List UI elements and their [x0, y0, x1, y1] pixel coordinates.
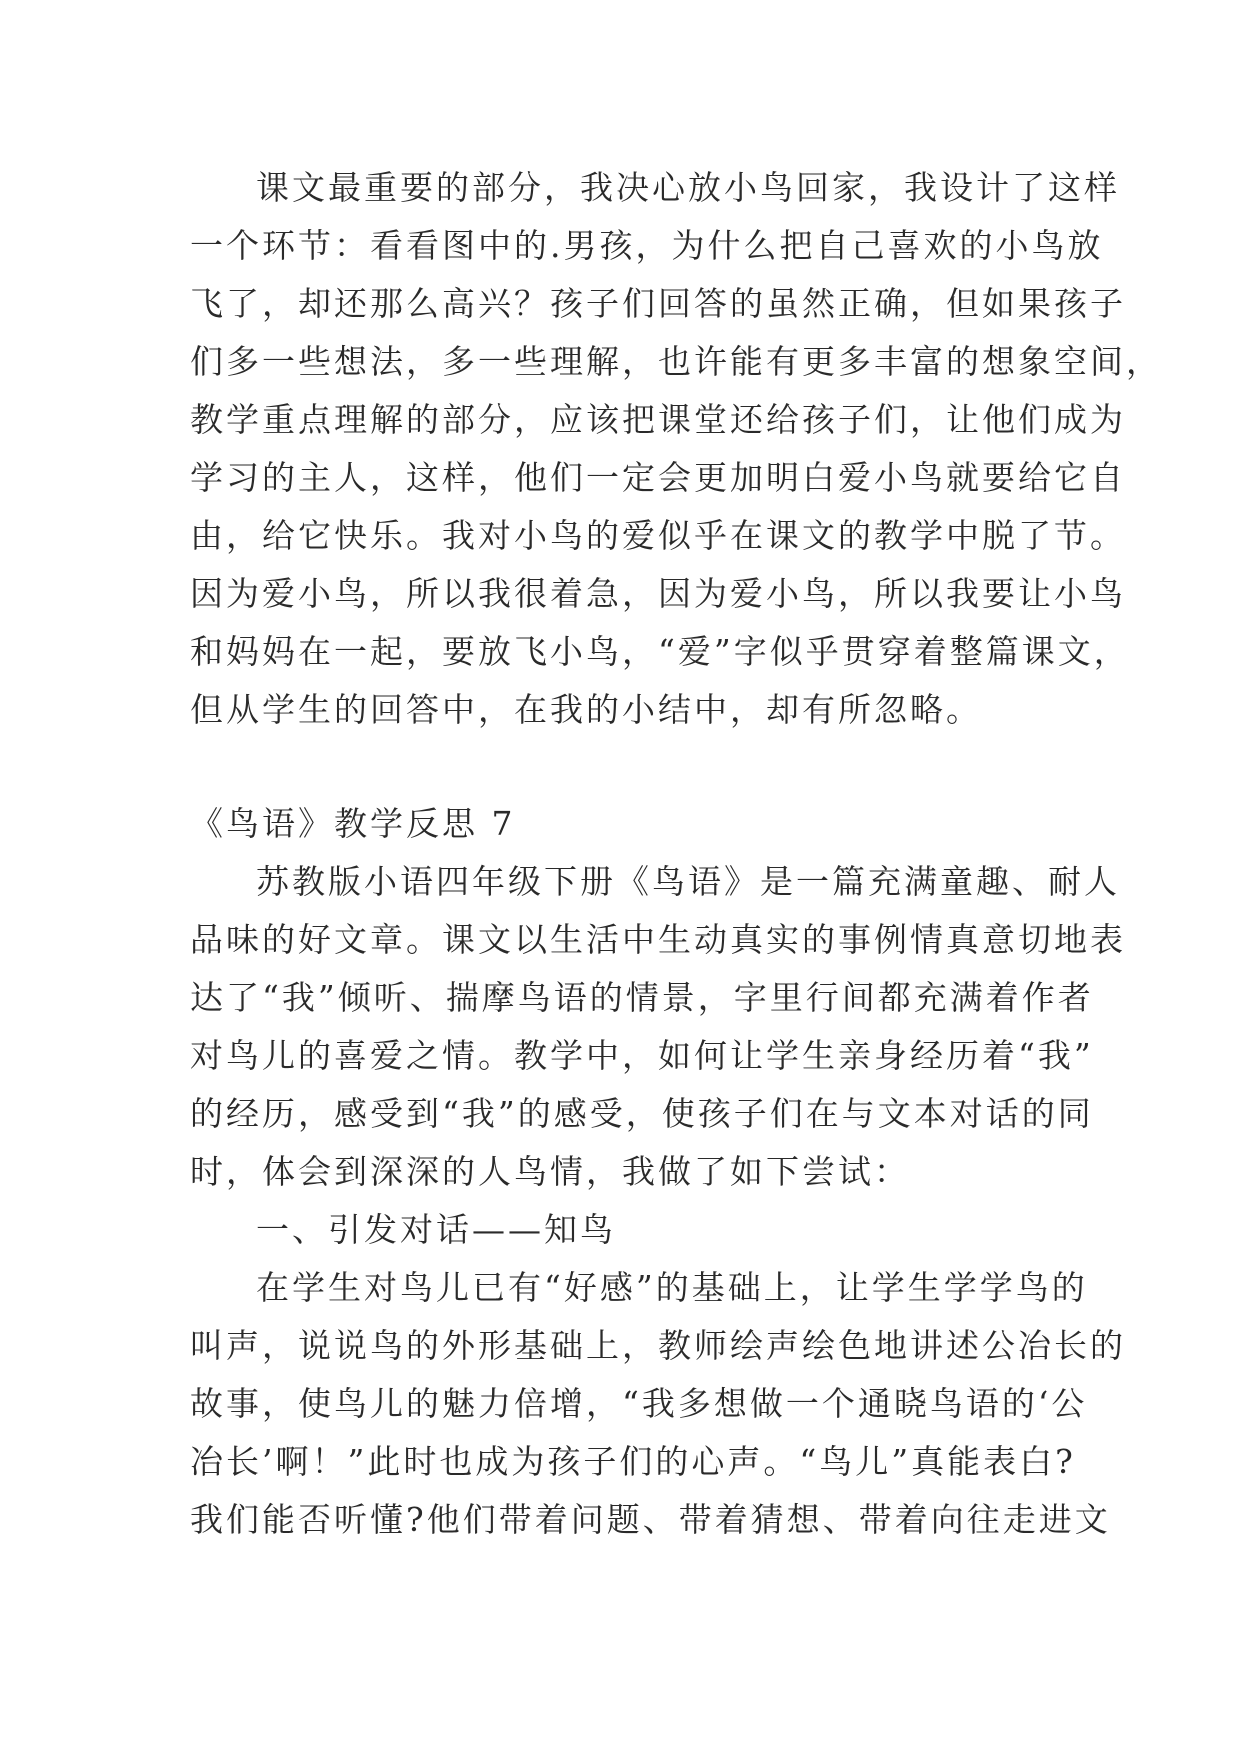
paragraph-3-line-5: 我们能否听懂?他们带着问题、带着猜想、带着向往走进文: [190, 1500, 1111, 1539]
section-title: 《鸟语》教学反思 7: [190, 804, 516, 843]
subheading-1: 一、引发对话——知鸟: [256, 1210, 616, 1249]
paragraph-1-line-3: 飞了，却还那么高兴？孩子们回答的虽然正确，但如果孩子: [190, 284, 1126, 323]
paragraph-1-line-1: 课文最重要的部分，我决心放小鸟回家，我设计了这样: [256, 168, 1120, 207]
paragraph-2-line-1: 苏教版小语四年级下册《鸟语》是一篇充满童趣、耐人: [256, 862, 1120, 901]
paragraph-1-line-2: 一个环节：看看图中的.男孩，为什么把自己喜欢的小鸟放: [190, 226, 1104, 265]
paragraph-2-line-5: 的经历，感受到“我”的感受，使孩子们在与文本对话的同: [190, 1094, 1094, 1133]
paragraph-1-line-9: 和妈妈在一起，要放飞小鸟，“爱”字似乎贯穿着整篇课文，: [190, 632, 1130, 671]
paragraph-1-line-7: 由，给它快乐。我对小鸟的爱似乎在课文的教学中脱了节。: [190, 516, 1126, 555]
paragraph-2-line-6: 时，体会到深深的人鸟情，我做了如下尝试：: [190, 1152, 910, 1191]
paragraph-1-line-5: 教学重点理解的部分，应该把课堂还给孩子们，让他们成为: [190, 400, 1126, 439]
paragraph-3-line-4: 冶长’啊！”此时也成为孩子们的心声。“鸟儿”真能表白?: [190, 1442, 1076, 1481]
paragraph-3-line-2: 叫声，说说鸟的外形基础上，教师绘声绘色地讲述公冶长的: [190, 1326, 1126, 1365]
paragraph-2-line-4: 对鸟儿的喜爱之情。教学中，如何让学生亲身经历着“我”: [190, 1036, 1094, 1075]
paragraph-3-line-3: 故事，使鸟儿的魅力倍增，“我多想做一个通晓鸟语的‘公: [190, 1384, 1088, 1423]
paragraph-2-line-2: 品味的好文章。课文以生活中生动真实的事例情真意切地表: [190, 920, 1126, 959]
paragraph-1-line-6: 学习的主人，这样，他们一定会更加明白爱小鸟就要给它自: [190, 458, 1126, 497]
paragraph-2-line-3: 达了“我”倾听、揣摩鸟语的情景，字里行间都充满着作者: [190, 978, 1094, 1017]
paragraph-1-line-8: 因为爱小鸟，所以我很着急，因为爱小鸟，所以我要让小鸟: [190, 574, 1126, 613]
paragraph-1-line-10: 但从学生的回答中，在我的小结中，却有所忽略。: [190, 690, 982, 729]
paragraph-1-line-4: 们多一些想法，多一些理解，也许能有更多丰富的想象空间，: [190, 342, 1162, 381]
paragraph-3-line-1: 在学生对鸟儿已有“好感”的基础上，让学生学学鸟的: [256, 1268, 1088, 1307]
